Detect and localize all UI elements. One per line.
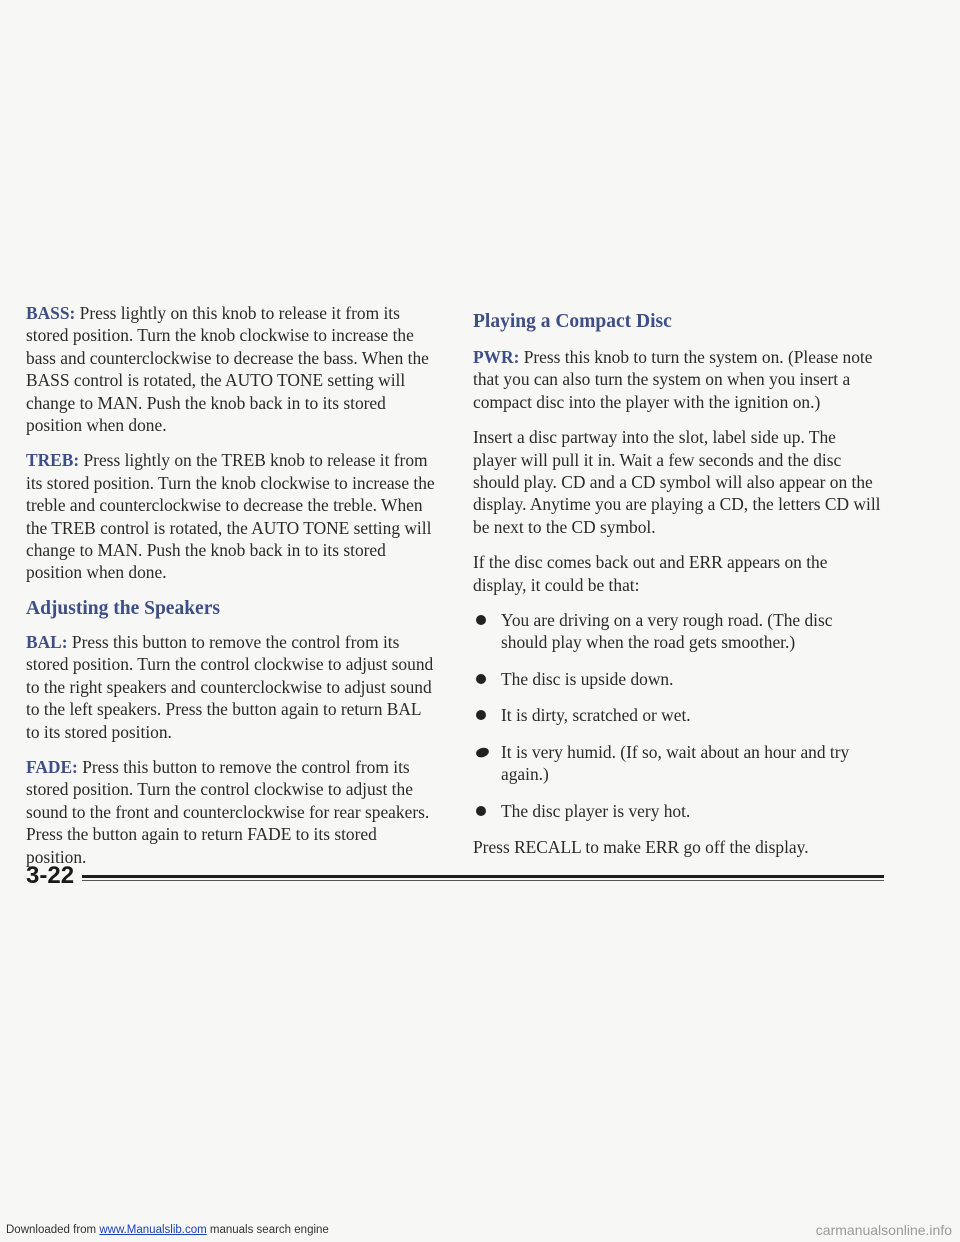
manualslib-link[interactable]: www.Manualslib.com — [99, 1224, 207, 1236]
treb-text: Press lightly on the TREB knob to release it from its stored position. Turn the knob clockwise to increase the treble and counterclockwise to decrease the treble. When the TREB control is rotated, the AUTO TONE setting will change to MAN. Push the knob back in to its stored position when done. — [26, 450, 435, 583]
site-watermark: carmanualsonline.info — [815, 1222, 952, 1238]
footer-rule-thin — [82, 880, 884, 881]
bal-text: Press this button to remove the control from its stored position. Turn the control clockwise to adjust sound to the right speakers and counterclockwise to adjust sound to the left speakers. Press the button again to return BAL to its stored position. — [26, 631, 434, 742]
pwr-text: Press this knob to turn the system on. (Please note that you can also turn the system on when you insert a compact disc into the player with the ignition on.) — [473, 347, 873, 412]
footer-rule — [82, 875, 884, 878]
bass-paragraph — [26, 302, 438, 436]
err-intro-paragraph: If the disc comes back out and ERR appears on the display, it could be that: — [473, 552, 828, 595]
pwr-paragraph — [473, 346, 883, 413]
speakers-heading: Adjusting the Speakers — [26, 597, 220, 619]
fade-term: FADE: — [26, 756, 78, 777]
pwr-term: PWR: — [473, 347, 520, 367]
bullet-mark-icon — [475, 746, 490, 759]
bullet-dot-icon — [476, 806, 486, 816]
download-source-line: Downloaded from www.Manualslib.com manuals search engine — [6, 1224, 329, 1236]
list-item: You are driving on a very rough road. (The disc should play when the road gets smoother.) — [473, 609, 883, 654]
list-item: The disc player is very hot. — [473, 800, 883, 822]
fade-text: Press this button to remove the control from its stored position. Turn the control clockwise to adjust the sound to the front and counterclockwise for rear speakers. Press the button again to return FADE to its stored position. — [26, 756, 430, 867]
left-column — [26, 302, 438, 881]
page-number: 3-22 — [26, 862, 75, 889]
bal-paragraph — [26, 631, 438, 743]
list-item: It is dirty, scratched or wet. — [473, 704, 883, 726]
insert-disc-paragraph: Insert a disc partway into the slot, label side up. The player will pull it in. Wait a few seconds and the disc should play. CD and a CD symbol will also appear on the display. Anytime you are playing a CD, the letters CD will be next to the CD symbol. — [473, 427, 881, 537]
bullet-dot-icon — [476, 615, 486, 625]
fade-paragraph — [26, 756, 438, 868]
recall-paragraph: Press RECALL to make ERR go off the display. — [473, 836, 809, 857]
err-cause-list — [473, 609, 883, 822]
bal-term: BAL: — [26, 631, 68, 652]
bullet-dot-icon — [476, 674, 486, 684]
bass-text: Press lightly on this knob to release it from its stored position. Turn the knob clockwise to increase the bass and counterclockwise to decrease the bass. When the BASS control is rotated, the AUTO TONE setting will change to MAN. Push the knob back in to its stored position when done. — [26, 303, 429, 436]
list-item: The disc is upside down. — [473, 668, 883, 690]
treb-paragraph — [26, 449, 438, 583]
bullet-dot-icon — [476, 710, 486, 720]
right-column — [473, 302, 883, 871]
bass-term: BASS: — [26, 303, 76, 323]
list-item: It is very humid. (If so, wait about an hour and try again.) — [473, 741, 883, 786]
treb-term: TREB: — [26, 450, 80, 471]
compact-disc-heading: Playing a Compact Disc — [473, 311, 672, 332]
